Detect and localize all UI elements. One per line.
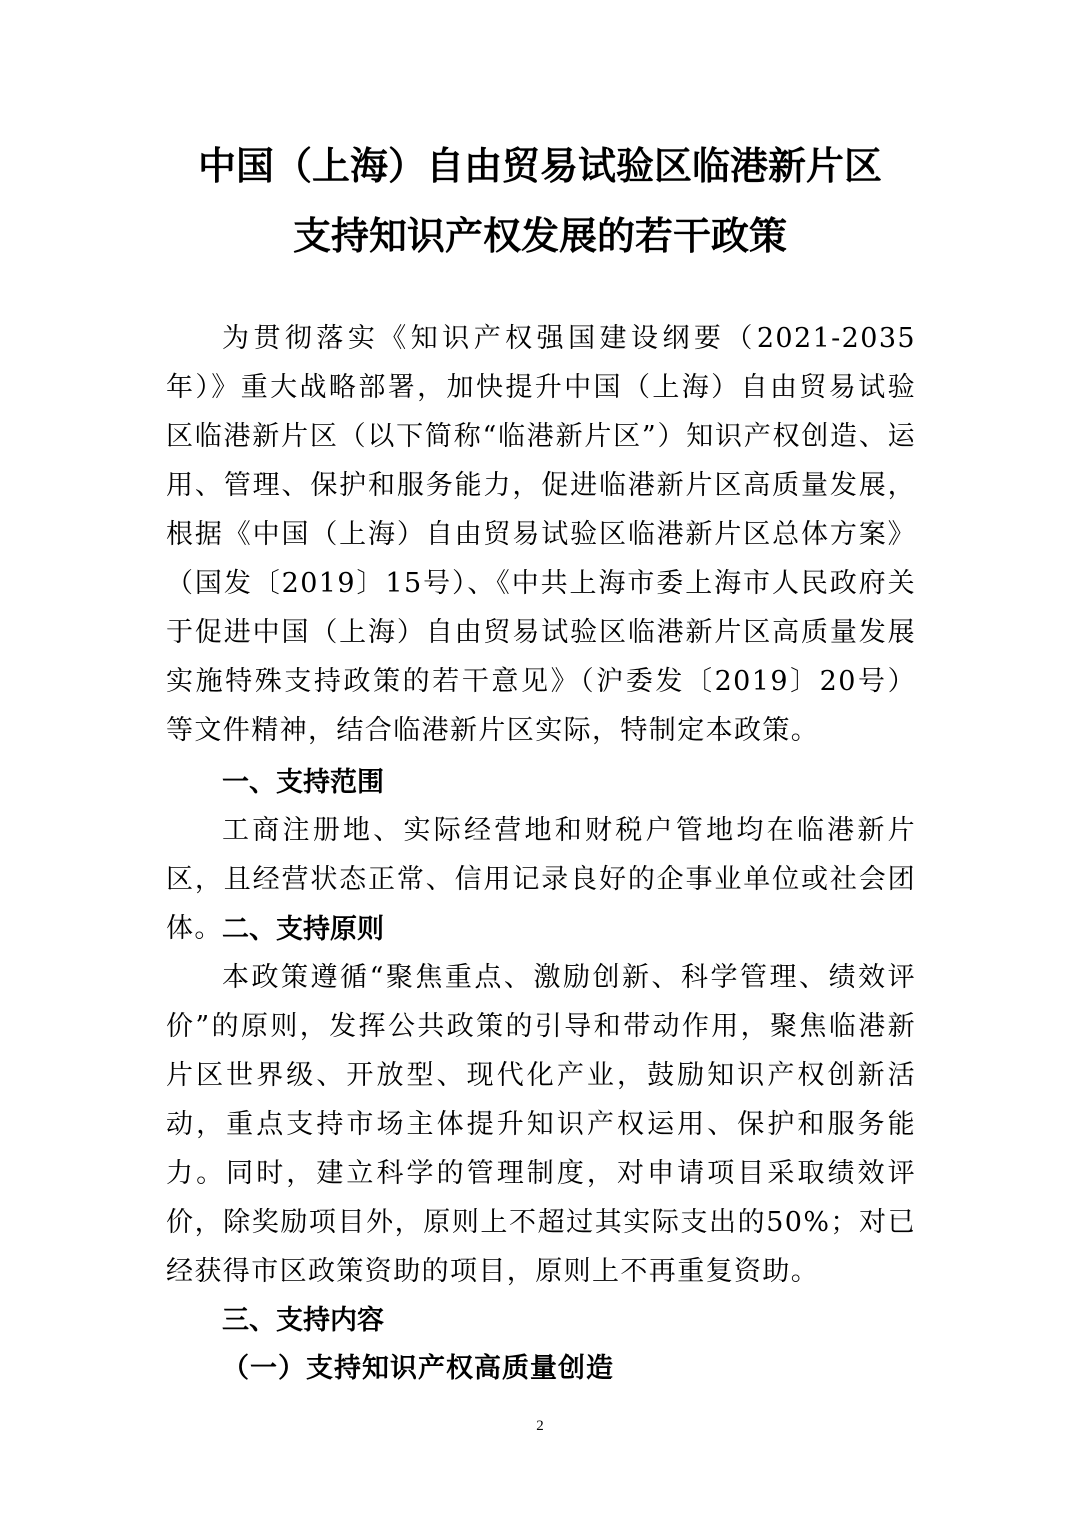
document-title-line-1: 中国（上海）自由贸易试验区临港新片区: [197, 144, 882, 188]
support-principles-paragraph: 本政策遵循“聚焦重点、激励创新、科学管理、绩效评价”的原则，发挥公共政策的引导和带动作用，聚焦临港新片区世界级、开放型、现代化产业，鼓励知识产权创新活动，重点支持市场主体提升知识产权运用、保护和服务能力。同时，建立科学的管理制度，对申请项目采取绩效评价，除奖励项目外，原则上不超过其实际支出的50%；对已经获得市区政策资助的项目，原则上不再重复资助。: [166, 962, 916, 1287]
support-scope-paragraph: 工商注册地、实际经营地和财税户管地均在临港新片区，且经营状态正常、信用记录良好的企事业单位或社会团体。: [166, 815, 916, 944]
page-number: 2: [536, 1418, 544, 1434]
document-title-line-2: 支持知识产权发展的若干政策: [292, 214, 787, 258]
section-heading-support-scope: 一、支持范围: [222, 767, 384, 798]
section-heading-support-principles: 二、支持原则: [222, 914, 384, 945]
section-heading-support-content: 三、支持内容: [222, 1305, 384, 1336]
subsection-heading-ip-creation: （一）支持知识产权高质量创造: [222, 1353, 614, 1384]
intro-paragraph: 为贯彻落实《知识产权强国建设纲要（2021-2035年）》重大战略部署，加快提升中国（上海）自由贸易试验区临港新片区（以下简称“临港新片区”）知识产权创造、运用、管理、保护和服务能力，促进临港新片区高质量发展，根据《中国（上海）自由贸易试验区临港新片区总体方案》（国发〔2019〕15号）、《中共上海市委上海市人民政府关于促进中国（上海）自由贸易试验区临港新片区高质量发展实施特殊支持政策的若干意见》（沪委发〔2019〕20号）等文件精神，结合临港新片区实际，特制定本政策。: [166, 323, 916, 746]
